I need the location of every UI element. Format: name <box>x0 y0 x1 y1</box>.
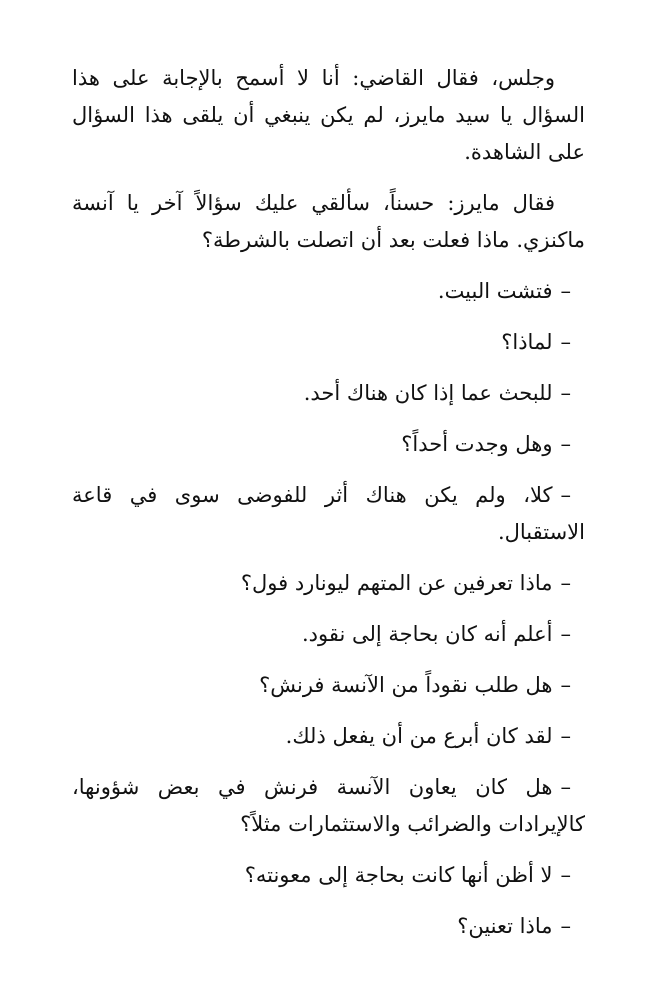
dialogue-line <box>72 616 585 653</box>
dialogue-dash: – <box>560 863 571 887</box>
dialogue-text: ماذا تعرفين عن المتهم ليونارد فول؟ <box>240 571 553 595</box>
dialogue-text: ماذا تعنين؟ <box>457 914 553 938</box>
dialogue-text: للبحث عما إذا كان هناك أحد. <box>303 381 553 405</box>
dialogue-text: أعلم أنه كان بحاجة إلى نقود. <box>301 622 553 646</box>
dialogue-dash: – <box>560 381 571 405</box>
dialogue-text: لقد كان أبرع من أن يفعل ذلك. <box>285 724 553 748</box>
dialogue-dash: – <box>560 330 571 354</box>
dialogue-line <box>72 273 585 310</box>
dialogue-line <box>72 477 585 551</box>
dialogue-text: لا أظن أنها كانت بحاجة إلى معونته؟ <box>244 863 553 887</box>
dialogue-line <box>72 857 585 894</box>
dialogue-line <box>72 426 585 463</box>
page-text <box>72 60 585 945</box>
dialogue-dash: – <box>560 279 571 303</box>
dialogue-dash: – <box>560 775 571 799</box>
dialogue-line <box>72 718 585 755</box>
dialogue-dash: – <box>560 673 571 697</box>
dialogue-dash: – <box>560 724 571 748</box>
dialogue-line <box>72 375 585 412</box>
dialogue-text: هل كان يعاون الآنسة فرنش في بعض شؤونها، كالإيرادات والضرائب والاستثمارات مثلاً؟ <box>72 775 585 836</box>
dialogue-line <box>72 324 585 361</box>
dialogue-dash: – <box>560 914 571 938</box>
dialogue-line <box>72 769 585 843</box>
dialogue-text: وهل وجدت أحداً؟ <box>401 432 553 456</box>
dialogue-dash: – <box>560 571 571 595</box>
dialogue-text: فتشت البيت. <box>437 279 553 303</box>
dialogue-dash: – <box>560 483 571 507</box>
dialogue-dash: – <box>560 432 571 456</box>
dialogue-dash: – <box>560 622 571 646</box>
dialogue-line <box>72 667 585 704</box>
dialogue-text: لماذا؟ <box>501 330 553 354</box>
dialogue-text: هل طلب نقوداً من الآنسة فرنش؟ <box>259 673 553 697</box>
dialogue-line <box>72 565 585 602</box>
paragraph: وجلس، فقال القاضي: أنا لا أسمح بالإجابة على هذا السؤال يا سيد مايرز، لم يكن ينبغي أن يلقى هذا السؤال على الشاهدة. <box>72 66 585 164</box>
dialogue-text: كلا، ولم يكن هناك أثر للفوضى سوى في قاعة الاستقبال. <box>72 483 585 544</box>
paragraph: فقال مايرز: حسناً، سألقي عليك سؤالاً آخر يا آنسة ماكنزي. ماذا فعلت بعد أن اتصلت بالشرطة؟ <box>72 191 585 252</box>
dialogue-line <box>72 908 585 945</box>
